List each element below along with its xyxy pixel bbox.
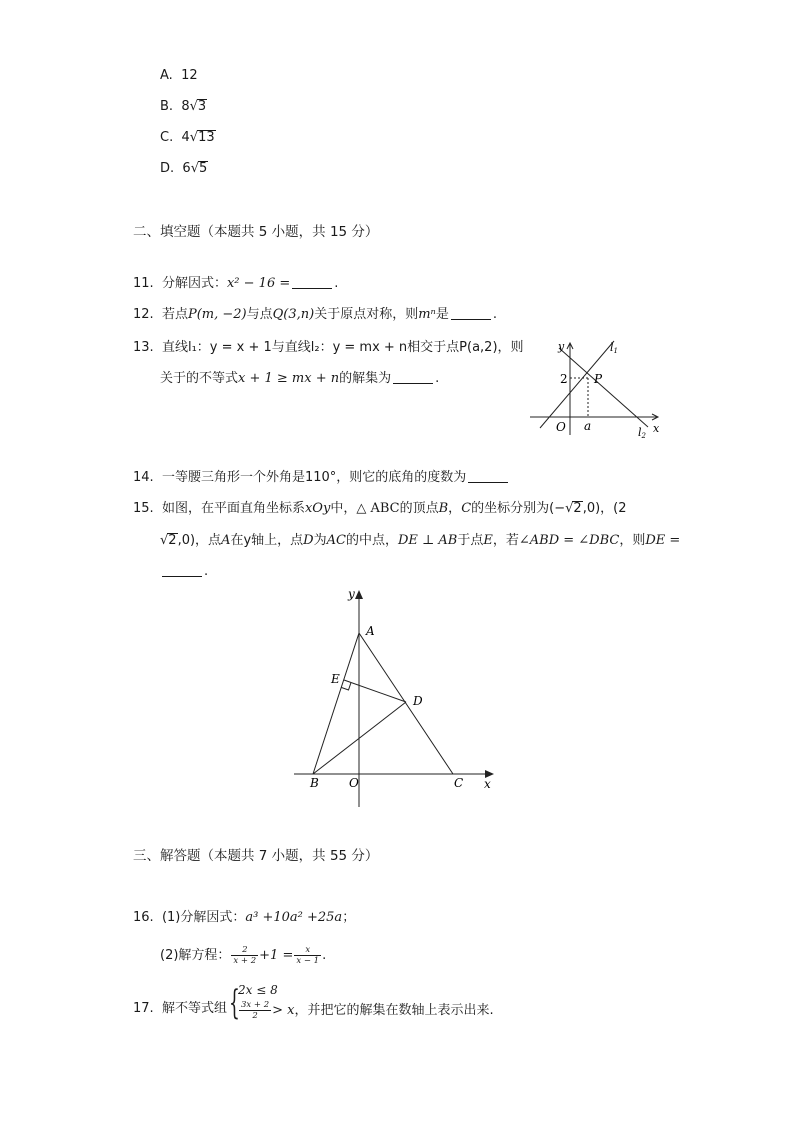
system-line-1: 2x ≤ 8	[238, 983, 278, 997]
question-17: 17. 解不等式组	[133, 1001, 227, 1016]
vertex-c-label: C	[454, 776, 464, 790]
x-label: x	[484, 777, 491, 791]
section-fill-blank-heading: 二、填空题（本题共 5 小题，共 15 分）	[133, 224, 379, 240]
origin-label: O	[556, 420, 566, 434]
vertex-b-label: B	[310, 776, 319, 790]
sqrt-sign-icon: √	[160, 533, 169, 548]
option-d: D. 6√5	[160, 161, 208, 176]
question-14: 14. 一等腰三角形一个外角是110°，则它的底角的度数为	[133, 468, 510, 488]
segment-de	[344, 680, 406, 702]
answer-blank[interactable]	[451, 305, 491, 320]
option-a: A. 12	[160, 68, 198, 83]
y-label: y	[558, 340, 565, 353]
y-label: y	[348, 587, 355, 601]
origin-label: O	[349, 776, 359, 790]
sqrt-sign-icon: √	[189, 130, 199, 145]
sqrt-sign-icon: √	[189, 99, 198, 114]
line-l1	[540, 341, 614, 428]
system-line-2: $\frac{3x + 2}{2}$ > x，并把它的解集在数轴上表示出来.	[241, 1000, 494, 1021]
l1-label: l1	[610, 341, 618, 355]
fraction: $\frac{x}{x - 1}$	[296, 945, 320, 966]
point-d-label: D	[413, 694, 423, 708]
y-value-label: 2	[560, 372, 568, 386]
line-l2	[559, 348, 648, 427]
sqrt-sign-icon: √	[190, 161, 199, 176]
question-12: 12. 若点P(m, −2)与点Q(3,n)关于原点对称，则mⁿ是 .	[133, 307, 497, 322]
question-15-line-1: 15. 如图，在平面直角坐标系xOy中，△ ABC的顶点B，C的坐标分别为(−√2,0)，(2	[133, 501, 627, 516]
q13-graph-figure	[530, 335, 665, 445]
question-13-line-1: 13. 直线l₁：y = x + 1与直线l₂：y = mx + n相交于点P(a,2)，则	[133, 340, 524, 355]
answer-blank[interactable]	[468, 468, 508, 483]
fraction: $\frac{2}{x + 2}$	[233, 945, 257, 966]
segment-ab	[313, 633, 359, 774]
fraction: $\frac{3x + 2}{2}$	[241, 1000, 270, 1021]
x-label: x	[653, 422, 660, 435]
section-solution-heading: 三、解答题（本题共 7 小题，共 55 分）	[133, 848, 379, 864]
q15-triangle-figure	[290, 585, 505, 813]
question-15-line-3: .	[160, 562, 208, 582]
y-axis-arrow-icon	[355, 590, 363, 599]
l2-label: l2	[638, 426, 646, 440]
vertex-a-label: A	[366, 624, 375, 638]
question-16-part-1: 16. (1)分解因式：a³ +10a² +25a；	[133, 910, 356, 925]
left-brace-icon: {	[229, 983, 240, 1023]
answer-blank[interactable]	[292, 274, 332, 289]
answer-blank[interactable]	[162, 562, 202, 577]
a-label: a	[584, 419, 592, 433]
sqrt-sign-icon: √	[565, 501, 574, 516]
point-e-label: E	[331, 672, 340, 686]
point-p-label: P	[594, 372, 603, 386]
option-b: B. 8√3	[160, 99, 207, 114]
question-15-line-2: √2,0)，点A在y轴上，点D为AC的中点，DE ⊥ AB于点E，若∠ABD = ∠DBC，则DE =	[160, 533, 681, 548]
answer-blank[interactable]	[393, 369, 433, 384]
question-11: 11. 分解因式：x² − 16 = .	[133, 276, 339, 291]
question-16-part-2: (2)解方程： $\frac{2}{x + 2}$ +1 = $\frac{x}{x - 1}$ .	[160, 945, 327, 966]
option-c: C. 4√13	[160, 130, 215, 145]
question-13-line-2: 关于的不等式x + 1 ≥ mx + n的解集为 .	[160, 371, 440, 386]
segment-ac	[359, 633, 453, 774]
